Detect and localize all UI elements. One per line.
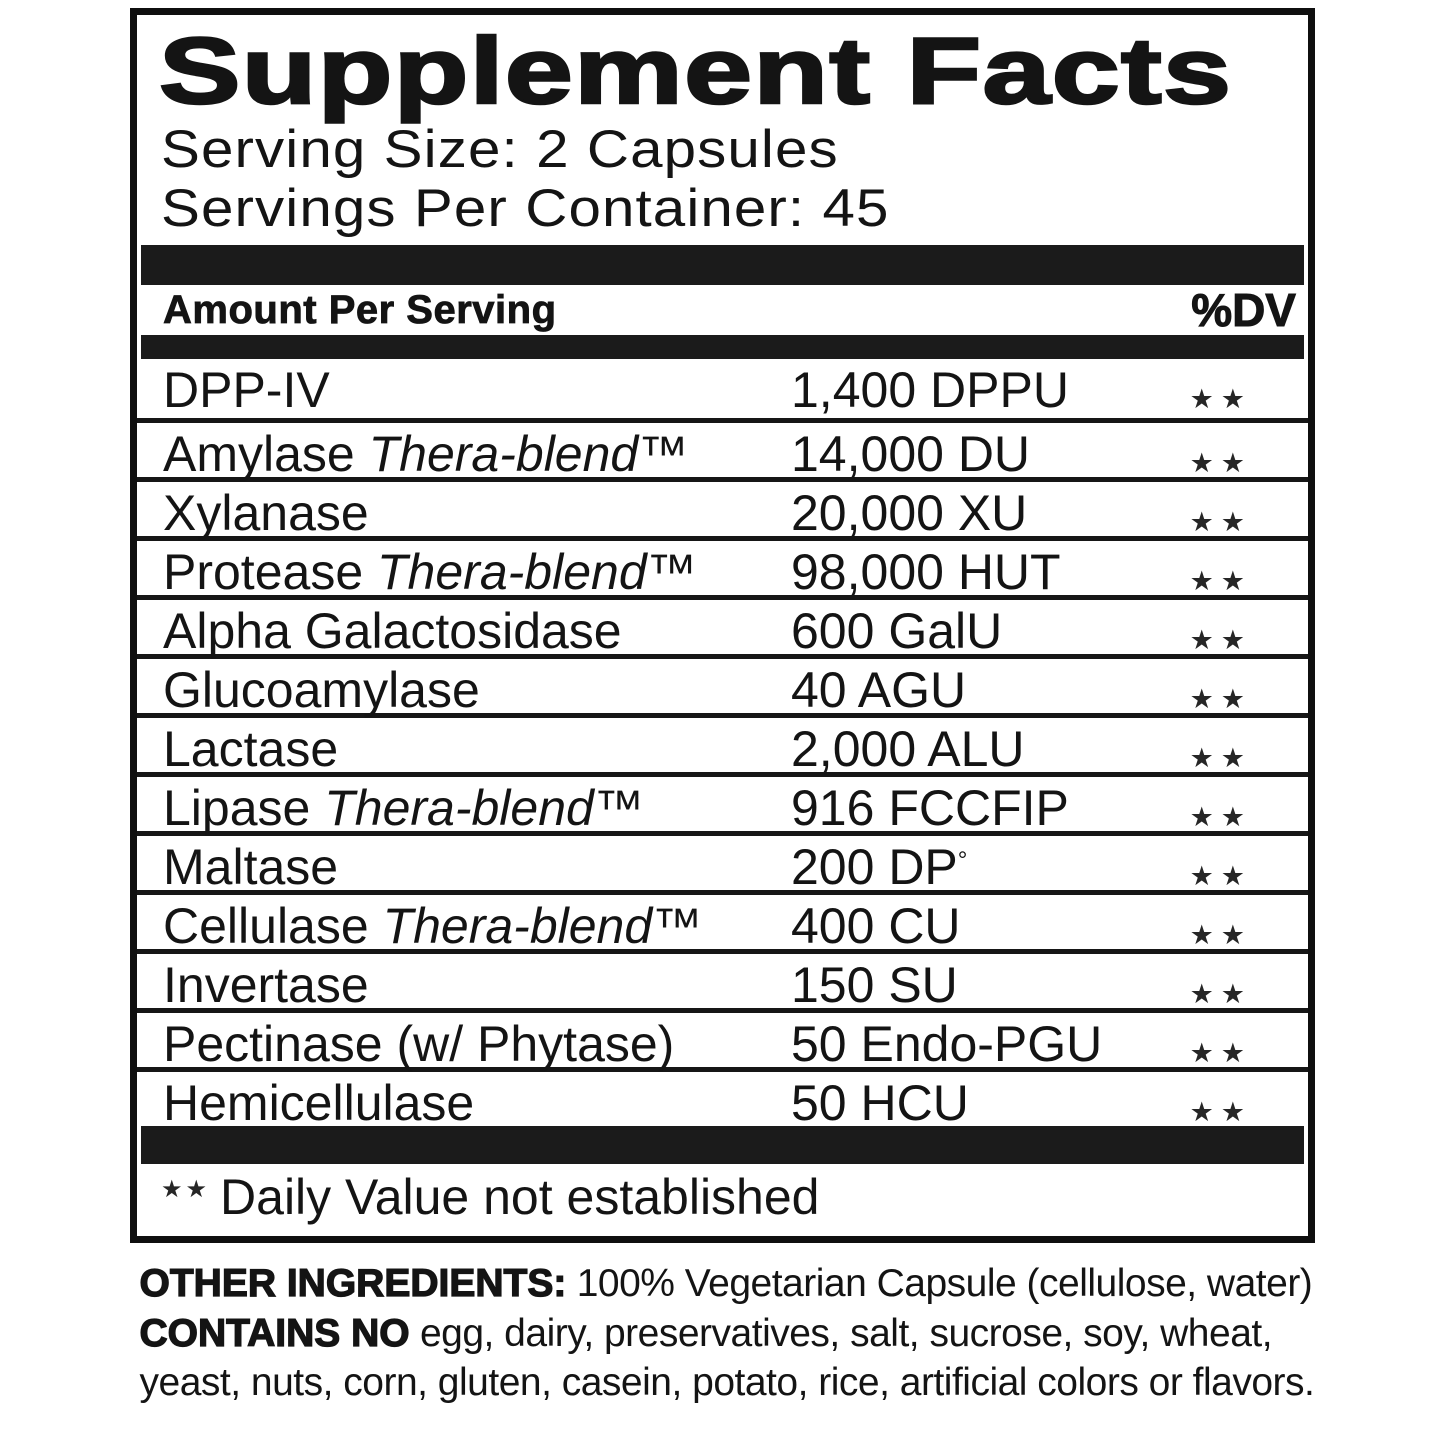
contains-no-text: egg, dairy, preservatives, salt, sucrose, soy, wheat, yeast, nuts, corn, gluten, casein, potato, rice, artificial colors or flavors.	[139, 1311, 1315, 1405]
panel-title: Supplement Facts	[159, 18, 1233, 123]
contains-no-label: CONTAINS NO	[139, 1311, 410, 1355]
ingredient-name: Protease	[163, 543, 378, 600]
ingredient-amount: 150 SU	[791, 956, 958, 1013]
ingredient-amount-cell	[791, 361, 1118, 419]
ingredient-name-cell	[163, 425, 791, 483]
ingredient-name-cell	[163, 1015, 791, 1073]
ingredient-dv-cell	[1118, 485, 1308, 543]
table-row	[137, 654, 1308, 718]
ingredient-name: Xylanase	[163, 484, 369, 541]
ingredient-amount-cell	[791, 543, 1118, 601]
servings-per-container: Servings Per Container: 45	[161, 179, 890, 239]
ingredient-name-cell	[163, 602, 791, 660]
other-ingredients-label: OTHER INGREDIENTS:	[139, 1262, 567, 1306]
ingredient-dv-cell	[1118, 1075, 1308, 1133]
ingredient-amount-cell	[791, 1015, 1118, 1073]
dv-stars: ★★	[1189, 448, 1252, 480]
table-row	[137, 831, 1308, 895]
dv-stars: ★★	[1189, 384, 1252, 416]
ingredient-dv-cell	[1118, 839, 1308, 897]
ingredient-name-italic: Thera-blend™	[377, 543, 697, 600]
ingredient-amount-cell	[791, 838, 1118, 896]
dv-stars: ★★	[1189, 1097, 1252, 1129]
dv-stars: ★★	[1189, 743, 1252, 775]
footnote	[137, 1164, 1308, 1234]
ingredient-dv-cell	[1118, 898, 1308, 956]
ingredient-amount-cell	[791, 425, 1118, 483]
divider-bar-top	[141, 245, 1304, 285]
below-panel-text	[128, 1259, 1318, 1408]
ingredient-name: DPP-IV	[163, 361, 330, 418]
footnote-asterisks: ★★	[161, 1175, 211, 1204]
ingredient-name-cell	[163, 361, 791, 419]
other-ingredients-text: 100% Vegetarian Capsule (cellulose, water)	[566, 1262, 1313, 1306]
ingredient-amount-superscript: °	[957, 846, 968, 874]
ingredient-amount: 200 DP	[791, 838, 958, 895]
ingredient-name: Hemicellulase	[163, 1074, 475, 1131]
ingredient-amount: 400 CU	[791, 897, 961, 954]
ingredient-dv-cell	[1118, 721, 1308, 779]
ingredient-name: Pectinase (w/ Phytase)	[163, 1015, 675, 1072]
ingredient-dv-cell	[1118, 662, 1308, 720]
other-ingredients-line	[140, 1259, 1318, 1309]
dv-stars: ★★	[1189, 1038, 1252, 1070]
ingredient-name: Invertase	[163, 956, 369, 1013]
table-row	[137, 477, 1308, 541]
dv-stars: ★★	[1189, 920, 1252, 952]
ingredient-name: Alpha Galactosidase	[163, 602, 622, 659]
dv-stars: ★★	[1189, 861, 1252, 893]
table-row	[137, 359, 1308, 418]
divider-bar-header	[141, 335, 1304, 359]
table-row	[137, 418, 1308, 482]
ingredient-name: Amylase	[163, 425, 369, 482]
ingredient-dv-cell	[1118, 957, 1308, 1015]
table-row	[137, 713, 1308, 777]
footnote-text: Daily Value not established	[220, 1169, 820, 1226]
ingredient-dv-cell	[1118, 780, 1308, 838]
ingredient-name-cell	[163, 484, 791, 542]
ingredient-dv-cell	[1118, 362, 1308, 420]
ingredient-name: Lactase	[163, 720, 339, 777]
ingredient-name: Cellulase	[163, 897, 383, 954]
ingredient-name-cell	[163, 897, 791, 955]
table-row	[137, 1008, 1308, 1072]
ingredient-dv-cell	[1118, 1016, 1308, 1074]
ingredient-name-cell	[163, 661, 791, 719]
ingredient-name-cell	[163, 779, 791, 837]
ingredient-amount: 1,400 DPPU	[791, 361, 1069, 418]
ingredient-amount-cell	[791, 720, 1118, 778]
dv-stars: ★★	[1189, 566, 1252, 598]
ingredient-amount-cell	[791, 602, 1118, 660]
ingredient-dv-cell	[1118, 603, 1308, 661]
ingredient-name-cell	[163, 720, 791, 778]
contains-no-line	[140, 1309, 1318, 1408]
ingredient-amount-cell	[791, 661, 1118, 719]
ingredient-amount: 20,000 XU	[791, 484, 1028, 541]
dv-stars: ★★	[1189, 802, 1252, 834]
ingredient-amount-cell	[791, 956, 1118, 1014]
ingredient-dv-cell	[1118, 544, 1308, 602]
ingredient-name-cell	[163, 838, 791, 896]
ingredient-amount: 14,000 DU	[791, 425, 1031, 482]
table-rows	[137, 359, 1308, 1131]
percent-dv-header: %DV	[1191, 284, 1296, 337]
serving-size: Serving Size: 2 Capsules	[161, 120, 839, 180]
ingredient-amount-cell	[791, 484, 1118, 542]
dv-stars: ★★	[1189, 684, 1252, 716]
ingredient-name-italic: Thera-blend™	[324, 779, 644, 836]
ingredient-name-italic: Thera-blend™	[368, 425, 689, 482]
table-row	[137, 890, 1308, 954]
ingredient-name: Lipase	[163, 779, 325, 836]
table-row	[137, 536, 1308, 600]
supplement-facts-panel	[130, 8, 1315, 1243]
ingredient-amount-cell	[791, 1074, 1118, 1132]
ingredient-amount: 916 FCCFIP	[791, 779, 1069, 836]
table-row	[137, 1067, 1308, 1131]
dv-stars: ★★	[1189, 507, 1252, 539]
ingredient-amount: 50 Endo-PGU	[791, 1015, 1103, 1072]
ingredient-name-cell	[163, 543, 791, 601]
table-row	[137, 949, 1308, 1013]
ingredient-name-italic: Thera-blend™	[382, 897, 703, 954]
table-row	[137, 772, 1308, 836]
ingredient-amount: 98,000 HUT	[791, 543, 1061, 600]
ingredient-amount-cell	[791, 779, 1118, 837]
ingredient-amount-cell	[791, 897, 1118, 955]
table-header	[137, 285, 1308, 335]
ingredient-name: Glucoamylase	[163, 661, 480, 718]
ingredient-amount: 50 HCU	[791, 1074, 969, 1131]
ingredient-name-cell	[163, 956, 791, 1014]
dv-stars: ★★	[1189, 625, 1252, 657]
table-row	[137, 595, 1308, 659]
ingredient-dv-cell	[1118, 426, 1308, 484]
amount-per-serving-header: Amount Per Serving	[163, 287, 557, 332]
ingredient-amount: 2,000 ALU	[791, 720, 1025, 777]
ingredient-amount: 600 GalU	[791, 602, 1003, 659]
ingredient-name-cell	[163, 1074, 791, 1132]
ingredient-name: Maltase	[163, 838, 339, 895]
ingredient-amount: 40 AGU	[791, 661, 967, 718]
dv-stars: ★★	[1189, 979, 1252, 1011]
